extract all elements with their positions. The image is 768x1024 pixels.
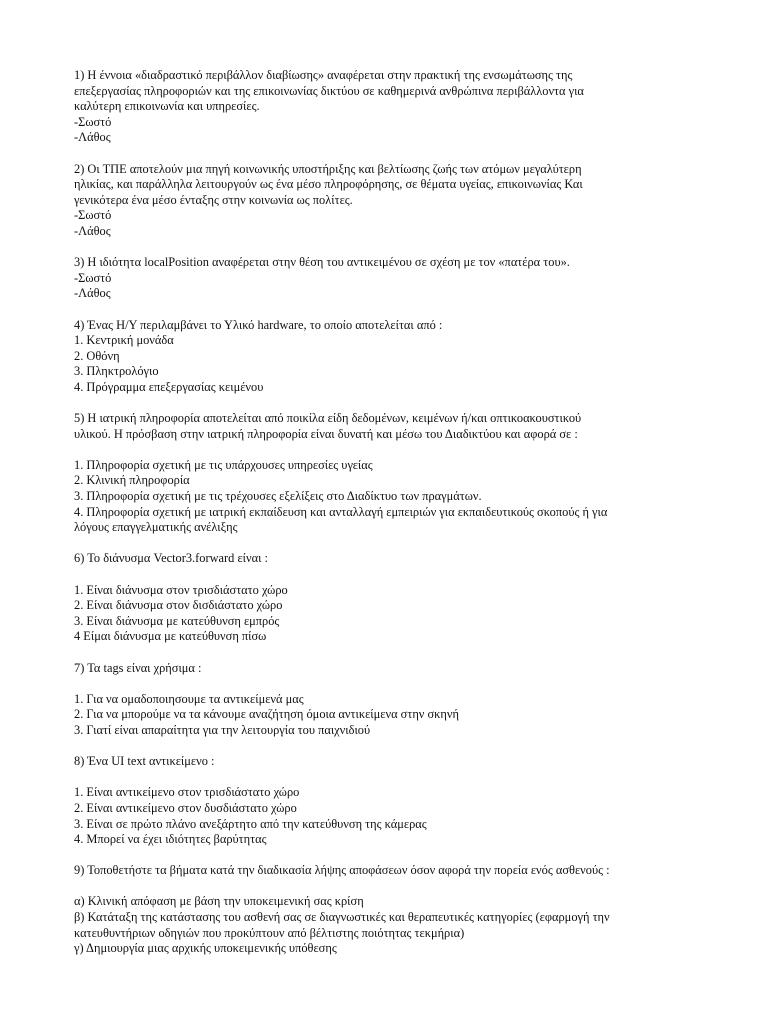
answer-option: 2. Για να μπορούμε να τα κάνουμε αναζήτηση όμοια αντικείμενα στην σκηνή [74,707,459,722]
answer-option: 2. Είναι διάνυσμα στον δισδιάστατο χώρο [74,598,283,613]
question-prompt-line: επεξεργασίας πληροφοριών και της επικοινωνίας δικτύου σε καθημερινά ανθρώπινα περιβάλλοντα για [74,83,584,98]
answer-option: 1. Για να ομαδοποιησουμε τα αντικείμενά μας [74,691,304,706]
answer-option: 1. Πληροφορία σχετική με τις υπάρχουσες υπηρεσίες υγείας [74,457,373,472]
question-prompt-line: 1) Η έννοια «διαδραστικό περιβάλλον διαβίωσης» αναφέρεται στην πρακτική της ενσωμάτωσης της [74,68,573,82]
question-2 [74,162,704,240]
answer-option-line: κατευθυντήριων οδηγιών που προκύπτουν από βέλτιστης ποιότητας τεκμήρια) [74,925,465,940]
question-5 [74,411,704,536]
answer-option: 2. Οθόνη [74,348,120,363]
answer-option-line: 4. Πληροφορία σχετική με ιατρική εκπαίδευση και ανταλλαγή εμπειριών για εκπαιδευτικούς σκοπούς ή για [74,504,608,519]
question-prompt: 4) Ένας Η/Υ περιλαμβάνει το Υλικό hardware, το οποίο αποτελείται από : [74,317,443,332]
answer-option: -Σωστό [74,208,112,223]
answer-option: 4. Πρόγραμμα επεξεργασίας κειμένου [74,379,264,394]
question-prompt: 8) Ένα UI text αντικείμενο : [74,754,215,769]
question-prompt-line: 5) Η ιατρική πληροφορία αποτελείται από ποικίλα είδη δεδομένων, κειμένων ή/και οπτικοακουστικού [74,411,582,426]
question-6 [74,551,704,645]
answer-option: -Σωστό [74,270,112,285]
question-prompt: 9) Τοποθετήστε τα βήματα κατά την διαδικασία λήψης αποφάσεων όσον αφορά την πορεία ενός ασθενούς : [74,863,610,878]
answer-option: -Λάθος [74,286,111,301]
answer-option: -Λάθος [74,130,111,145]
spacer [74,567,704,583]
answer-option: 2. Κλινική πληροφορία [74,473,190,488]
answer-option-line: λόγους επαγγελματικής ανέλιξης [74,520,238,535]
answer-option: 3. Πληκτρολόγιο [74,364,159,379]
answer-option: γ) Δημιουργία μιας αρχικής υποκειμενικής υπόθεσης [74,941,337,956]
document-page [74,68,704,972]
answer-option: 3. Πληροφορία σχετική με τις τρέχουσες εξελίξεις στο Διαδίκτυο των πραγμάτων. [74,489,482,504]
question-1 [74,68,704,146]
question-3 [74,255,704,302]
answer-option: 3. Γιατί είναι απαραίτητα για την λειτουργία του παιχνιδιού [74,722,371,737]
spacer [74,879,704,895]
question-prompt-line: ηλικίας, και παράλληλα λειτουργούν ως ένα μέσο πληροφόρησης, σε θέματα υγείας, επικοινωνίας Και [74,177,583,192]
answer-option: -Λάθος [74,223,111,238]
answer-option: 4. Μπορεί να έχει ιδιότητες βαρύτητας [74,832,267,847]
answer-option: 1. Κεντρική μονάδα [74,333,174,348]
question-9 [74,863,704,957]
question-prompt: 3) Η ιδιότητα localPosition αναφέρεται στην θέση του αντικειμένου σε σχέση με τον «πατέρα του». [74,255,570,270]
answer-option: 1. Είναι διάνυσμα στον τρισδιάστατο χώρο [74,582,288,597]
question-prompt-line: 2) Οι ΤΠΕ αποτελούν μια πηγή κοινωνικής υποστήριξης και βελτίωσης ζωής των ατόμων μεγαλύτερη [74,161,582,176]
spacer [74,676,704,692]
question-7 [74,661,704,739]
question-prompt: 7) Τα tags είναι χρήσιμα : [74,660,202,675]
question-prompt: 6) Το διάνυσμα Vector3.forward είναι : [74,551,268,566]
answer-option: -Σωστό [74,114,112,129]
question-prompt-line: υλικού. Η πρόσβαση στην ιατρική πληροφορία είναι δυνατή και μέσω του Διαδικτύου και αφορά σε : [74,426,578,441]
answer-option-line: β) Κατάταξη της κατάστασης του ασθενή σας σε διαγνωστικές και θεραπευτικές κατηγορίες (εφαρμογή την [74,910,610,925]
answer-option: 4 Είμαι διάνυσμα με κατεύθυνση πίσω [74,629,267,644]
answer-option: 3. Είναι σε πρώτο πλάνο ανεξάρτητο από την κατεύθυνση της κάμερας [74,816,427,831]
question-4 [74,318,704,396]
answer-option: α) Κλινική απόφαση με βάση την υποκειμενική σας κρίση [74,894,364,909]
question-prompt-line: καλύτερη επικοινωνία και υπηρεσίες. [74,99,260,114]
question-prompt-line: γενικότερα ένα μέσο ένταξης στην κοινωνία ως πολίτες. [74,192,353,207]
spacer [74,770,704,786]
answer-option: 1. Είναι αντικείμενο στον τρισδιάστατο χώρο [74,785,300,800]
question-8 [74,754,704,848]
answer-option: 3. Είναι διάνυσμα με κατεύθυνση εμπρός [74,613,280,628]
spacer [74,442,704,458]
answer-option: 2. Είναι αντικείμενο στον δυσδιάστατο χώρο [74,800,297,815]
